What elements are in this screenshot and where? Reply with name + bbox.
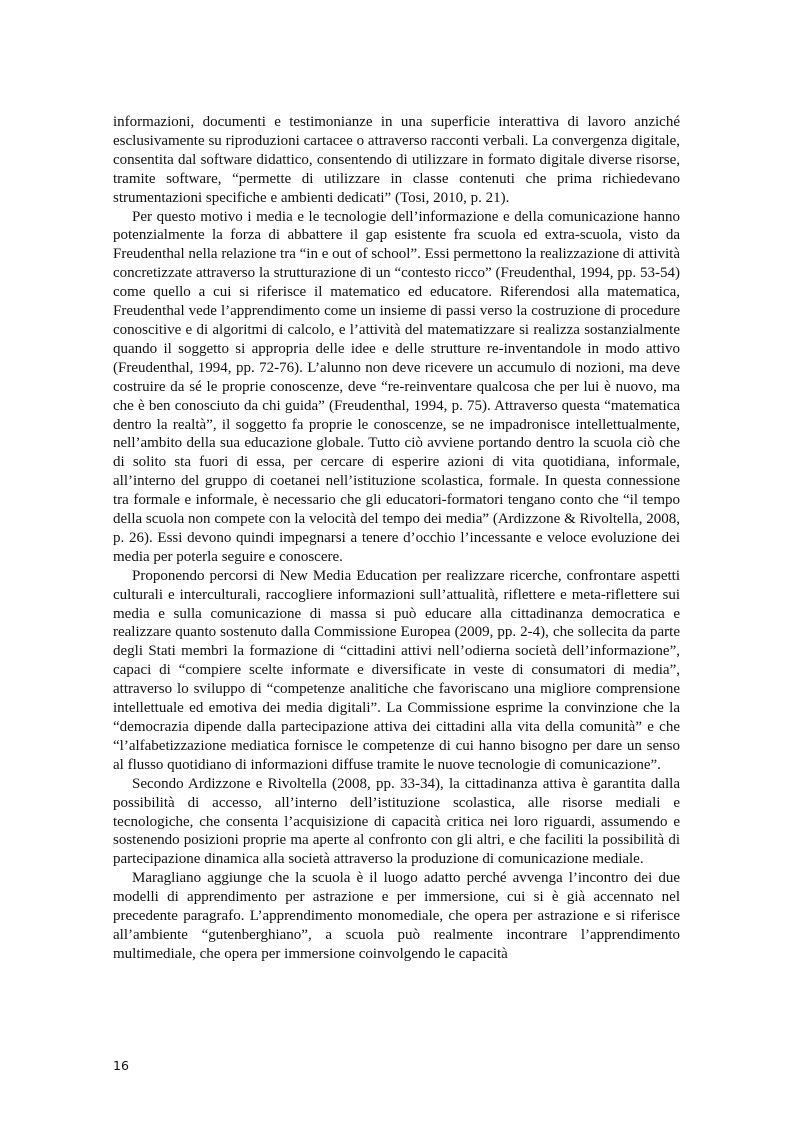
paragraph-maragliano: Maragliano aggiunge che la scuola è il luogo adatto perché avvenga l’incontro dei due modelli di apprendimento per astrazione e per immersione, cui si è già accennato nel precedente paragrafo. L’apprendimento monomediale, che opera per astrazione e si riferisce all’ambiente “gutenberghiano”, a scuola può realmente incontrare l’apprendimento multimediale, che opera per immersione coinvolgendo le capacità [113, 870, 680, 962]
paragraph-active-citizenship: Secondo Ardizzone e Rivoltella (2008, pp. 33-34), la cittadinanza attiva è garantita dalla possibilità di accesso, all’interno dell’istituzione scolastica, alle risorse mediali e tecnologiche, che consenta l’acquisizione di capacità critica nei loro riguardi, assumendo e sostenendo posizioni proprie ma aperte al confronto con gli altri, e che faciliti la possibilità di partecipazione dinamica alla società attraverso la produzione di comunicazione mediale. [113, 775, 680, 868]
paragraph-continuation: informazioni, documenti e testimonianze in una superficie interattiva di lavoro anziché esclusivamente su riproduzioni cartacee o attraverso racconti verbali. La convergenza digitale, consentita dal software didattico, consentendo di utilizzare in formato digitale diverse risorse, tramite software, “permette di utilizzare in classe contenuti che prima richiedevano strumentazioni specifiche e ambienti dedicati” (Tosi, 2010, p. 21). [113, 114, 680, 206]
page-number: 16 [113, 1058, 129, 1073]
paragraph-new-media-education: Proponendo percorsi di New Media Education per realizzare ricerche, confrontare aspetti culturali e interculturali, raccogliere informazioni sull’attualità, riflettere e meta-riflettere sui media e sulla comunicazione di massa si può educare alla cittadinanza democratica e realizzare quanto sostenuto dalla Commissione Europea (2009, pp. 2-4), che sollecita da parte degli Stati membri la formazione di “cittadini attivi nell’odierna società dell’informazione”, capaci di “compiere scelte informate e diversificate in veste di consumatori di media”, attraverso lo sviluppo di “competenze analitiche che favoriscano una migliore comprensione intellettuale ed emotiva dei media digitali”. La Commissione esprime la convinzione che la “democrazia dipende dalla partecipazione attiva dei cittadini alla vita della comunità” e che “l’alfabetizzazione mediatica fornisce le competenze di cui hanno bisogno per dare un senso al flusso quotidiano di informazioni diffuse tramite le nuove tecnologie di comunicazione”. [113, 567, 680, 773]
paragraph-media-technologies: Per questo motivo i media e le tecnologie dell’informazione e della comunicazione hanno potenzialmente la forza di abbattere il gap esistente fra scuola ed extra-scuola, visto da Freudenthal nella relazione tra “in e out of school”. Essi permettono la realizzazione di attività concretizzate attraverso la strutturazione di un “contesto ricco” (Freudenthal, 1994, pp. 53-54) come quello a cui si riferisce il matematico ed educatore. Riferendosi alla matematica, Freudenthal vede l’apprendimento come un insieme di passi verso la costruzione di procedure conoscitive e di algoritmi di calcolo, e l’attività del matematizzare si realizza sostanzialmente quando il soggetto si appropria delle idee e delle strutture re-inventandole in modo attivo (Freudenthal, 1994, pp. 72-76). L’alunno non deve ricevere un accumulo di nozioni, ma deve costruire da sé le proprie conoscenze, deve “re-reinventare qualcosa che per lui è nuovo, ma che è ben conosciuto da chi guida” (Freudenthal, 1994, p. 75). Attraverso questa “matematica dentro la realtà”, il soggetto fa proprie le conoscenze, se ne impadronisce intellettualmente, nell’ambito della sua educazione globale. Tutto ciò avviene portando dentro la scuola ciò che di solito sta fuori di essa, per cercare di esperire azioni di vita quotidiana, informale, all’interno del gruppo di coetanei nell’istituzione scolastica, formale. In questa connessione tra formale e informale, è necessario che gli educatori-formatori tengano conto che “il tempo della scuola non compete con la velocità del tempo dei media” (Ardizzone & Rivoltella, 2008, p. 26). Essi devono quindi impegnarsi a tenere d’occhio l’incessante e veloce evoluzione dei media per poterla seguire e conoscere. [113, 208, 680, 565]
document-body [113, 113, 680, 964]
